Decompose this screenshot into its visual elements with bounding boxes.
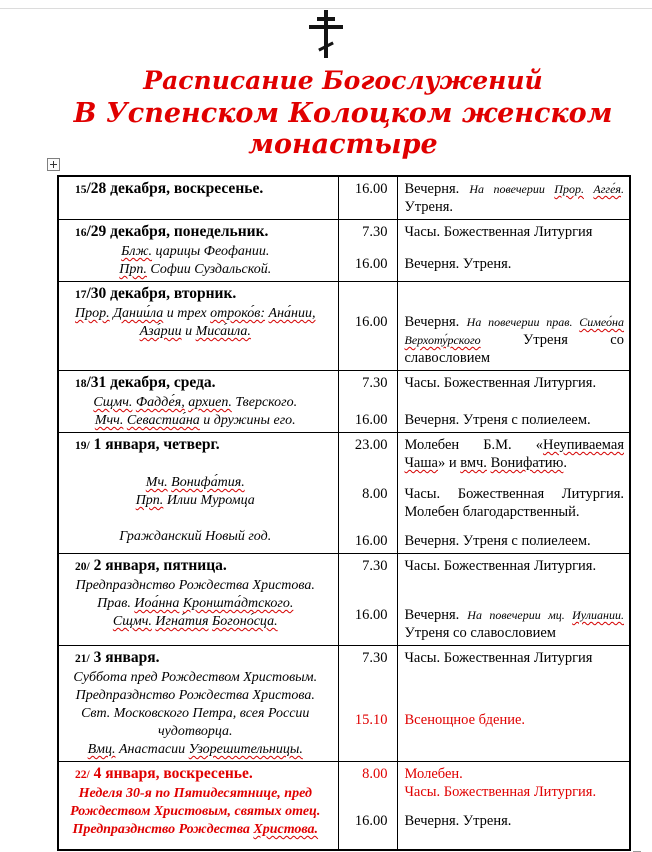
text-segment: Часы. Божественная Литургия. Молебен благодарственный. <box>404 486 624 520</box>
text-segment: Часы. Божественная Литургия <box>404 224 593 240</box>
text-segment: Узорешительницы. <box>188 742 303 757</box>
civil-date: 4 января, воскресенье. <box>89 765 253 782</box>
text-segment: Чаша <box>404 455 438 471</box>
text-segment: Вмц. <box>87 742 116 757</box>
service-time: 7.30 <box>362 375 388 391</box>
text-segment: Прор. <box>554 182 584 196</box>
service-desc <box>397 436 630 472</box>
date-cell[interactable] <box>58 646 338 762</box>
table-move-handle[interactable] <box>47 158 60 171</box>
text-segment: Утреня. <box>404 199 454 215</box>
text-segment: Часы. Божественная Литургия. <box>404 375 597 391</box>
text-segment: Сщмч. <box>93 395 133 410</box>
commemoration-note <box>59 261 332 279</box>
commemoration-note <box>59 492 332 510</box>
text-segment: На повечерии <box>469 182 555 196</box>
service-desc <box>397 606 630 642</box>
text-segment: » и <box>437 455 461 471</box>
text-segment: Христова. <box>253 822 319 837</box>
date-heading <box>59 648 332 669</box>
text-segment: Всенощное бдение. <box>404 712 526 728</box>
text-segment: Севастиа́на <box>126 413 200 428</box>
text-segment: Тверского. <box>231 395 298 410</box>
service-time: 7.30 <box>362 558 388 574</box>
text-segment: и трех <box>163 306 211 321</box>
text-segment: Вечерня. <box>404 314 467 330</box>
page-top-edge <box>0 8 652 9</box>
service-time: 23.00 <box>354 437 388 453</box>
text-segment: царицы Феофании. <box>152 244 270 259</box>
service-time: 16.00 <box>354 533 388 549</box>
service-entry <box>339 374 630 392</box>
text-segment: и <box>181 324 196 339</box>
text-segment: вмч. <box>460 455 487 471</box>
julian-date: 22/ <box>75 769 90 781</box>
commemoration-note <box>59 510 332 528</box>
text-segment: На повечерии мц. <box>467 608 573 622</box>
services-cell[interactable] <box>338 762 630 850</box>
service-desc <box>397 812 630 830</box>
schedule-table <box>57 175 631 851</box>
text-segment: На повечерии прав. <box>466 315 580 329</box>
date-cell[interactable] <box>58 282 338 371</box>
service-desc <box>397 313 630 367</box>
schedule-title[interactable]: Расписание Богослужений <box>143 66 543 95</box>
service-desc <box>397 649 630 667</box>
julian-date: 16 <box>75 227 87 239</box>
schedule-table-wrap <box>57 175 630 851</box>
service-time: 8.00 <box>362 486 388 502</box>
service-entry <box>339 532 630 550</box>
service-time: 16.00 <box>354 256 388 272</box>
text-segment: Часы. Божественная Литургия <box>404 650 593 666</box>
civil-date: 3 января. <box>89 649 160 666</box>
schedule-subtitle[interactable]: В Успенском Колоцком женском монастыре <box>73 98 613 160</box>
text-segment: Вечерня. Утреня. <box>404 256 512 272</box>
text-segment: . <box>621 182 625 196</box>
service-time: 8.00 <box>362 766 388 782</box>
commemoration-note <box>59 669 332 687</box>
service-desc <box>397 485 630 521</box>
text-segment: Софии Суздальской. <box>146 262 272 277</box>
table-row <box>58 433 630 554</box>
service-entry <box>339 765 630 801</box>
table-row <box>58 176 630 220</box>
text-segment: Вечерня. Утреня с полиелеем. <box>404 412 591 428</box>
commemoration-note <box>59 456 332 474</box>
service-desc <box>397 223 630 241</box>
date-heading <box>59 435 332 456</box>
services-cell[interactable] <box>338 371 630 433</box>
text-segment: Анастасии <box>115 742 189 757</box>
service-desc <box>397 557 630 575</box>
service-desc <box>397 411 630 429</box>
text-segment: Гражданский Новый год. <box>119 529 272 544</box>
services-cell[interactable] <box>338 646 630 762</box>
text-segment: Игна́тия <box>155 614 209 629</box>
civil-date: /31 декабря, среда. <box>86 374 216 391</box>
text-segment: Вечерня. <box>404 181 470 197</box>
civil-date: /28 декабря, воскресенье. <box>86 180 264 197</box>
text-segment: архиеп. <box>188 395 232 410</box>
table-row <box>58 371 630 433</box>
services-cell[interactable] <box>338 433 630 554</box>
text-segment: Ана́нии, <box>268 306 316 321</box>
text-segment: Предпразднство Рождества Христова. <box>75 688 315 703</box>
text-segment: Неделя 30-я по Пятидесятнице, пред Рождеством Христовым, святых отец. Предпразднство Рождества <box>70 786 321 837</box>
service-entry <box>339 649 630 667</box>
service-desc <box>397 711 630 729</box>
text-segment: Дании́ла <box>113 306 164 321</box>
commemoration-note <box>59 412 332 430</box>
text-segment: . <box>563 455 568 471</box>
service-time: 7.30 <box>362 650 388 666</box>
text-segment: Молебен. <box>404 766 463 782</box>
text-segment <box>584 182 593 196</box>
table-row <box>58 220 630 282</box>
service-entry <box>339 255 630 273</box>
text-segment: Иоа́нна <box>134 596 180 611</box>
text-segment: Предпразднство Рождества Христова. <box>75 578 315 593</box>
commemoration-note <box>59 687 332 705</box>
text-segment: и дружины его. <box>199 413 296 428</box>
date-cell[interactable] <box>58 220 338 282</box>
date-heading <box>59 556 332 577</box>
service-desc <box>397 374 630 392</box>
text-segment: Суббота пред Рождеством Христовым. <box>73 670 318 685</box>
table-row <box>58 282 630 371</box>
commemoration-note <box>59 705 332 741</box>
table-row <box>58 554 630 646</box>
service-time: 16.00 <box>354 181 388 197</box>
date-heading <box>59 373 332 394</box>
table-row <box>58 646 630 762</box>
text-segment: Молебен Б.М. « <box>404 437 543 453</box>
text-segment: Верхоту́рского <box>404 333 481 347</box>
text-segment: Фадде́я, <box>135 395 185 410</box>
text-segment: Утреня со славословием <box>404 332 624 366</box>
text-segment: Прор. <box>75 306 110 321</box>
text-segment: Симео́на <box>579 315 624 329</box>
service-entry <box>339 180 630 216</box>
text-segment: Мчч. <box>94 413 124 428</box>
service-desc <box>397 255 630 273</box>
date-heading <box>59 284 332 305</box>
text-segment: Сщмч. <box>112 614 152 629</box>
service-entry <box>339 436 630 472</box>
date-cell[interactable] <box>58 371 338 433</box>
date-heading <box>59 764 332 785</box>
text-segment: Неупиваемая <box>542 437 624 453</box>
civil-date: /30 декабря, вторник. <box>86 285 237 302</box>
table-row <box>58 762 630 850</box>
date-cell[interactable] <box>58 433 338 554</box>
commemoration-note <box>59 243 332 261</box>
commemoration-note <box>59 577 332 595</box>
text-segment: Миса́ила. <box>195 324 251 339</box>
commemoration-note <box>59 474 332 492</box>
julian-date: 21/ <box>75 653 90 665</box>
service-time: 16.00 <box>354 314 388 330</box>
service-desc <box>397 532 630 550</box>
date-cell[interactable] <box>58 176 338 220</box>
commemoration-note <box>59 528 332 546</box>
commemoration-note <box>59 613 332 631</box>
text-segment: Вонифатию <box>490 455 564 471</box>
text-segment: Блж. <box>121 244 153 259</box>
text-segment: Мч. <box>145 475 168 490</box>
text-segment: Вонифа́тия. <box>171 475 245 490</box>
service-desc <box>397 180 630 216</box>
text-segment: Часы. Божественная Литургия. <box>404 558 597 574</box>
service-desc <box>397 765 630 801</box>
date-heading <box>59 222 332 243</box>
julian-date: 18 <box>75 378 87 390</box>
civil-date: /29 декабря, понедельник. <box>86 223 269 240</box>
services-cell[interactable] <box>338 554 630 646</box>
service-entry <box>339 557 630 575</box>
services-cell[interactable] <box>338 176 630 220</box>
service-entry <box>339 812 630 830</box>
text-segment: Часы. Божественная Литургия. <box>404 784 597 800</box>
service-entry <box>339 606 630 642</box>
service-time: 7.30 <box>362 224 388 240</box>
civil-date: 2 января, пятница. <box>89 557 227 574</box>
text-segment: Богоно́сца. <box>212 614 278 629</box>
text-segment: Прп. <box>119 262 147 277</box>
julian-date: 20/ <box>75 561 90 573</box>
julian-date: 17 <box>75 289 87 301</box>
service-entry <box>339 711 630 729</box>
text-segment: Свт. Московского Петра, всея России чудотворца. <box>81 706 310 739</box>
text-segment: отроко́в: <box>210 306 266 321</box>
service-time: 16.00 <box>354 813 388 829</box>
date-cell[interactable] <box>58 554 338 646</box>
text-segment: Прав. <box>97 596 135 611</box>
commemoration-note <box>59 595 332 613</box>
service-entry <box>339 485 630 521</box>
julian-date: 19/ <box>75 440 90 452</box>
date-heading <box>59 179 332 200</box>
commemoration-note <box>59 394 332 412</box>
civil-date: 1 января, четверг. <box>89 436 220 453</box>
service-time: 15.10 <box>354 712 388 728</box>
text-segment: Агге́я <box>593 182 622 196</box>
text-segment: Вечерня. Утреня. <box>404 813 512 829</box>
text-segment: Вечерня. Утреня с полиелеем. <box>404 533 591 549</box>
commemoration-note <box>59 785 332 839</box>
service-entry <box>339 313 630 367</box>
service-time: 16.00 <box>354 607 388 623</box>
service-entry <box>339 411 630 429</box>
text-segment: Илии Муромца <box>163 493 255 508</box>
julian-date: 15 <box>75 184 87 196</box>
text-segment: Вечерня. <box>404 607 468 623</box>
text-segment: Аза́рии <box>139 324 182 339</box>
text-segment: Кроншта́дтского. <box>182 596 294 611</box>
service-entry <box>339 223 630 241</box>
text-segment: Иулиании. <box>572 608 624 622</box>
commemoration-note <box>59 741 332 759</box>
orthodox-cross-icon <box>306 10 346 60</box>
commemoration-note <box>59 305 332 341</box>
text-segment: Утреня со славословием <box>404 625 556 641</box>
date-cell[interactable] <box>58 762 338 850</box>
services-cell[interactable] <box>338 282 630 371</box>
service-time: 16.00 <box>354 412 388 428</box>
services-cell[interactable] <box>338 220 630 282</box>
text-segment: Прп. <box>135 493 164 508</box>
